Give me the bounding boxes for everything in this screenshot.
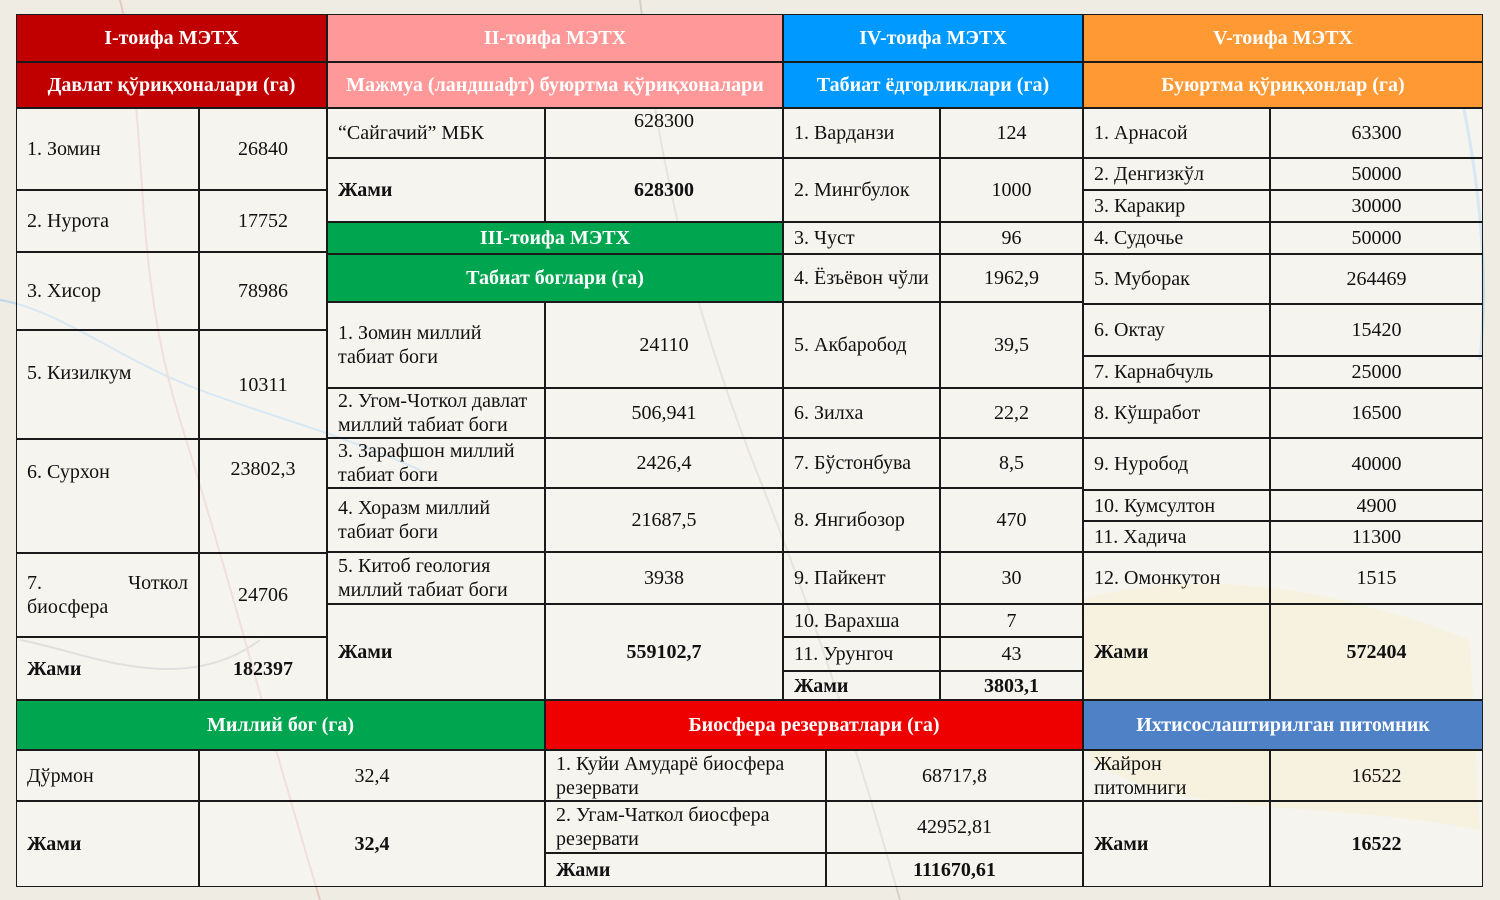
type4-row-name: 9. Пайкент: [783, 552, 940, 604]
nursery-total-label: Жами: [1083, 801, 1270, 887]
type4-row-name: 4. Ёзъёвон чўли: [783, 254, 940, 302]
type5-total-label: Жами: [1083, 604, 1270, 700]
biosphere-total-label: Жами: [545, 853, 826, 887]
type3-row-name: 2. Угом-Чоткол давлат миллий табиат боги: [327, 388, 545, 438]
type5-subtitle: Буюртма қўриқхонлар (га): [1083, 62, 1483, 108]
type4-row-value: 43: [940, 637, 1083, 671]
type1-title: I-тоифа МЭТХ: [16, 14, 327, 62]
type5-row-value: 40000: [1270, 438, 1483, 490]
type5-row-value: 4900: [1270, 490, 1483, 521]
type4-row-value: 22,2: [940, 388, 1083, 438]
type5-row-name: 8. Кўшработ: [1083, 388, 1270, 438]
type4-title: IV-тоифа МЭТХ: [783, 14, 1083, 62]
type4-row-name: 8. Янгибозор: [783, 488, 940, 552]
type5-title: V-тоифа МЭТХ: [1083, 14, 1483, 62]
type5-row-value: 15420: [1270, 304, 1483, 356]
type2-row-name: “Сайгачий” МБК: [327, 108, 545, 158]
type4-row-value: 39,5: [940, 302, 1083, 388]
type5-row-value: 25000: [1270, 356, 1483, 388]
biosphere-row-name: 1. Куйи Амударё биосфера резервати: [545, 750, 826, 801]
type5-row-name: 1. Арнасой: [1083, 108, 1270, 158]
type3-total-label: Жами: [327, 604, 545, 700]
type4-total-value: 3803,1: [940, 671, 1083, 700]
type5-row-value: 50000: [1270, 222, 1483, 254]
nursery-row-name: Жайрон питомниги: [1083, 750, 1270, 801]
type3-row-value: 506,941: [545, 388, 783, 438]
type5-row-name: 7. Карнабчуль: [1083, 356, 1270, 388]
type5-row-name: 12. Омонкутон: [1083, 552, 1270, 604]
type4-row-name: 7. Бўстонбува: [783, 438, 940, 488]
type4-row-name: 2. Мингбулок: [783, 158, 940, 222]
biosphere-row-name: 2. Угам-Чаткол биосфера резервати: [545, 801, 826, 853]
type3-row-name: 5. Китоб геология миллий табиат боги: [327, 552, 545, 604]
type5-row-name: 5. Муборак: [1083, 254, 1270, 304]
type1-row-name: 1. Зомин: [16, 108, 199, 190]
type5-row-name: 2. Денгизкўл: [1083, 158, 1270, 190]
type5-row-value: 1515: [1270, 552, 1483, 604]
type4-row-name: 6. Зилха: [783, 388, 940, 438]
national-park-total-label: Жами: [16, 801, 199, 887]
type1-total-label: Жами: [16, 637, 199, 700]
type4-row-value: 1962,9: [940, 254, 1083, 302]
type1-row-name: 6. Сурхон: [16, 439, 199, 553]
type2-title: II-тоифа МЭТХ: [327, 14, 783, 62]
type5-row-name: 3. Каракир: [1083, 190, 1270, 222]
type2-total-label: Жами: [327, 158, 545, 222]
type1-row-name: 2. Нурота: [16, 190, 199, 252]
type5-row-name: 9. Нуробод: [1083, 438, 1270, 490]
type5-row-value: 11300: [1270, 521, 1483, 552]
type1-subtitle: Давлат қўриқхоналари (га): [16, 62, 327, 108]
type4-row-value: 1000: [940, 158, 1083, 222]
type3-row-value: 24110: [545, 302, 783, 388]
type5-row-name: 4. Судочье: [1083, 222, 1270, 254]
type3-row-value: 21687,5: [545, 488, 783, 552]
type5-row-name: 6. Октау: [1083, 304, 1270, 356]
nursery-total-value: 16522: [1270, 801, 1483, 887]
national-park-total-value: 32,4: [199, 801, 545, 887]
type4-row-value: 470: [940, 488, 1083, 552]
national-park-row-name: Дўрмон: [16, 750, 199, 801]
type1-row-value: 23802,3: [199, 439, 327, 553]
type3-total-value: 559102,7: [545, 604, 783, 700]
type4-total-label: Жами: [783, 671, 940, 700]
type3-row-value: 3938: [545, 552, 783, 604]
type4-row-name: 11. Урунгоч: [783, 637, 940, 671]
type4-row-value: 96: [940, 222, 1083, 254]
type3-subtitle: Табиат боглари (га): [327, 254, 783, 302]
type1-row-value: 10311: [199, 330, 327, 439]
biosphere-row-value: 42952,81: [826, 801, 1083, 853]
type2-subtitle: Мажмуа (ландшафт) буюртма қўриқхоналари: [327, 62, 783, 108]
type5-row-value: 63300: [1270, 108, 1483, 158]
national-park-row-value: 32,4: [199, 750, 545, 801]
type1-total-value: 182397: [199, 637, 327, 700]
type3-row-name: 4. Хоразм миллий табиат боги: [327, 488, 545, 552]
type2-total-value: 628300: [545, 158, 783, 222]
type1-row-value: 24706: [199, 553, 327, 637]
type2-row-value: 628300: [545, 108, 783, 158]
type4-row-value: 30: [940, 552, 1083, 604]
type3-title: III-тоифа МЭТХ: [327, 222, 783, 254]
type1-row-value: 26840: [199, 108, 327, 190]
type5-row-value: 50000: [1270, 158, 1483, 190]
type1-row-name: 5. Кизилкум: [16, 330, 199, 439]
type5-row-value: 264469: [1270, 254, 1483, 304]
biosphere-row-value: 68717,8: [826, 750, 1083, 801]
type1-row-value: 17752: [199, 190, 327, 252]
nursery-title: Ихтисослаштирилган питомник: [1083, 700, 1483, 750]
type5-total-value: 572404: [1270, 604, 1483, 700]
type4-row-value: 7: [940, 604, 1083, 637]
national-park-title: Миллий бог (га): [16, 700, 545, 750]
type4-row-value: 8,5: [940, 438, 1083, 488]
type4-row-name: 3. Чуст: [783, 222, 940, 254]
nursery-row-value: 16522: [1270, 750, 1483, 801]
type3-row-name: 3. Зарафшон миллий табиат боги: [327, 438, 545, 488]
type4-row-name: 10. Варахша: [783, 604, 940, 637]
type1-row-name: 3. Хисор: [16, 252, 199, 330]
type5-row-name: 10. Кумсултон: [1083, 490, 1270, 521]
type4-row-value: 124: [940, 108, 1083, 158]
type5-row-name: 11. Хадича: [1083, 521, 1270, 552]
type4-row-name: 5. Акбаробод: [783, 302, 940, 388]
biosphere-total-value: 111670,61: [826, 853, 1083, 887]
biosphere-title: Биосфера резерватлари (га): [545, 700, 1083, 750]
type1-row-value: 78986: [199, 252, 327, 330]
type3-row-name: 1. Зомин миллий табиат боги: [327, 302, 545, 388]
type5-row-value: 16500: [1270, 388, 1483, 438]
type4-subtitle: Табиат ёдгорликлари (га): [783, 62, 1083, 108]
type5-row-value: 30000: [1270, 190, 1483, 222]
type3-row-value: 2426,4: [545, 438, 783, 488]
type1-row-name: 7. Чоткол биосфера: [16, 553, 199, 637]
type4-row-name: 1. Варданзи: [783, 108, 940, 158]
